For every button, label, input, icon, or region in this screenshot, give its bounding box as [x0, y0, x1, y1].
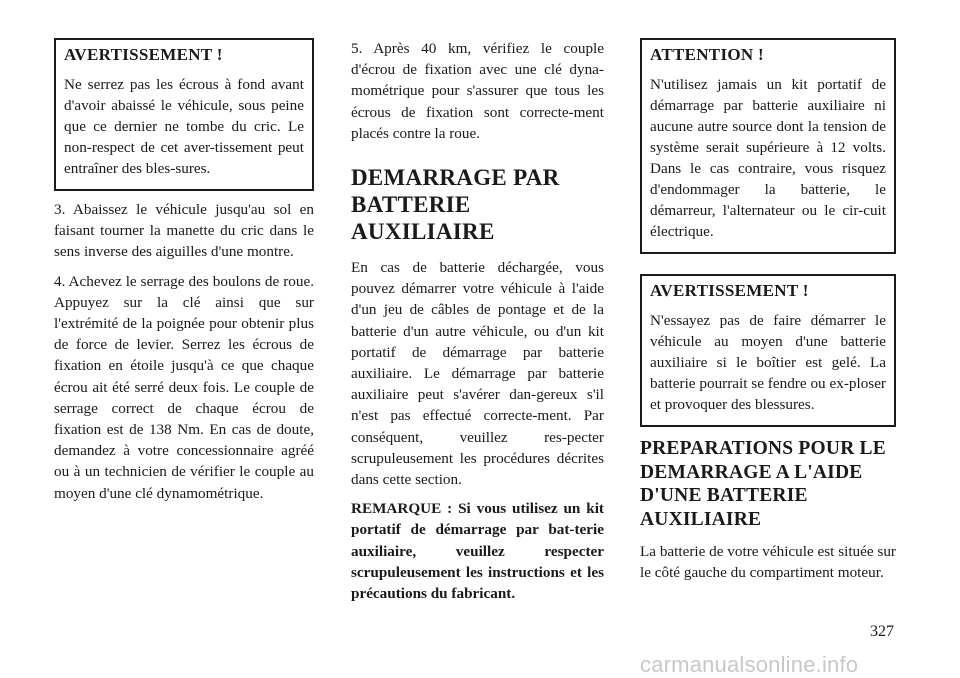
column-right: [640, 38, 896, 583]
intro-paragraph: En cas de batterie déchargée, vous pouvez démarrer votre véhicule à l'aide d'un jeu de câbles de pontage et de la batterie d'un autre véhicule, ou d'un kit portatif de démarrage par batterie auxiliaire. Le démarrage par batterie auxiliaire peut s'avérer dan-gereux s'il n'est pas effectué correcte-ment. Par conséquent, veuillez res-pecter scrupuleusement les procédures décrites dans cette section.: [351, 259, 604, 489]
column-middle: [351, 38, 604, 604]
note-paragraph: REMARQUE : Si vous utilisez un kit portatif de démarrage par bat-terie auxiliaire, veuillez respecter scrupuleusement les instructions et les précautions du fabricant.: [351, 500, 604, 603]
subsection-heading: PREPARATIONS POUR LE DEMARRAGE A L'AIDE D'UNE BATTERIE AUXILIAIRE: [640, 438, 886, 530]
warning-title: AVERTISSEMENT !: [64, 45, 223, 64]
attention-box: [640, 38, 896, 254]
section-heading: DEMARRAGE PAR BATTERIE AUXILIAIRE: [351, 165, 560, 245]
battery-location-paragraph: La batterie de votre véhicule est située sur le côté gauche du compartiment moteur.: [640, 543, 896, 582]
attention-text: N'utilisez jamais un kit portatif de démarrage par batterie auxiliaire ni aucune autre source dont la tension de système serait supérieure à 12 volts. Dans le cas contraire, vous risquez d'endommager la batterie, le démarreur, l'alternateur ou le cir-cuit électrique.: [650, 76, 886, 240]
warning-title: AVERTISSEMENT !: [650, 281, 809, 300]
step-3-paragraph: 3. Abaissez le véhicule jusqu'au sol en faisant tourner la manette du cric dans le sens inverse des aiguilles d'une montre.: [54, 201, 314, 261]
step-4-paragraph: 4. Achevez le serrage des boulons de roue. Appuyez sur la clé ainsi que sur l'extrémité de la poignée pour obtenir plus de force de levier. Serrez les écrous de fixation en étoile jusqu'à ce que chaque écrou ait été serré deux fois. Le couple de serrage correct de chaque écrou de fixation est de 138 Nm. En cas de doute, demandez à votre concessionnaire agréé ou à un technicien de vérifier le couple au moyen d'une clé dynamométrique.: [54, 272, 314, 502]
warning-box: [640, 274, 896, 427]
watermark: carmanualsonline.info: [640, 652, 859, 677]
step-5-paragraph: 5. Après 40 km, vérifiez le couple d'écrou de fixation avec une clé dyna-mométrique pour s'assurer que tous les écrous de fixation sont correcte-ment placés contre la roue.: [351, 40, 604, 142]
warning-box: [54, 38, 314, 191]
attention-title: ATTENTION !: [650, 45, 764, 64]
warning-text: N'essayez pas de faire démarrer le véhicule au moyen d'une batterie auxiliaire si le boîtier est gelé. La batterie pourrait se fendre ou ex-ploser et provoquer des blessures.: [650, 312, 886, 413]
column-left: [54, 38, 314, 504]
page-number: 327: [870, 623, 894, 640]
warning-text: Ne serrez pas les écrous à fond avant d'avoir abaissé le véhicule, sous peine que ce dernier ne tombe du cric. Le non-respect de cet aver-tissement peut entraîner des bles-sures.: [64, 76, 304, 177]
